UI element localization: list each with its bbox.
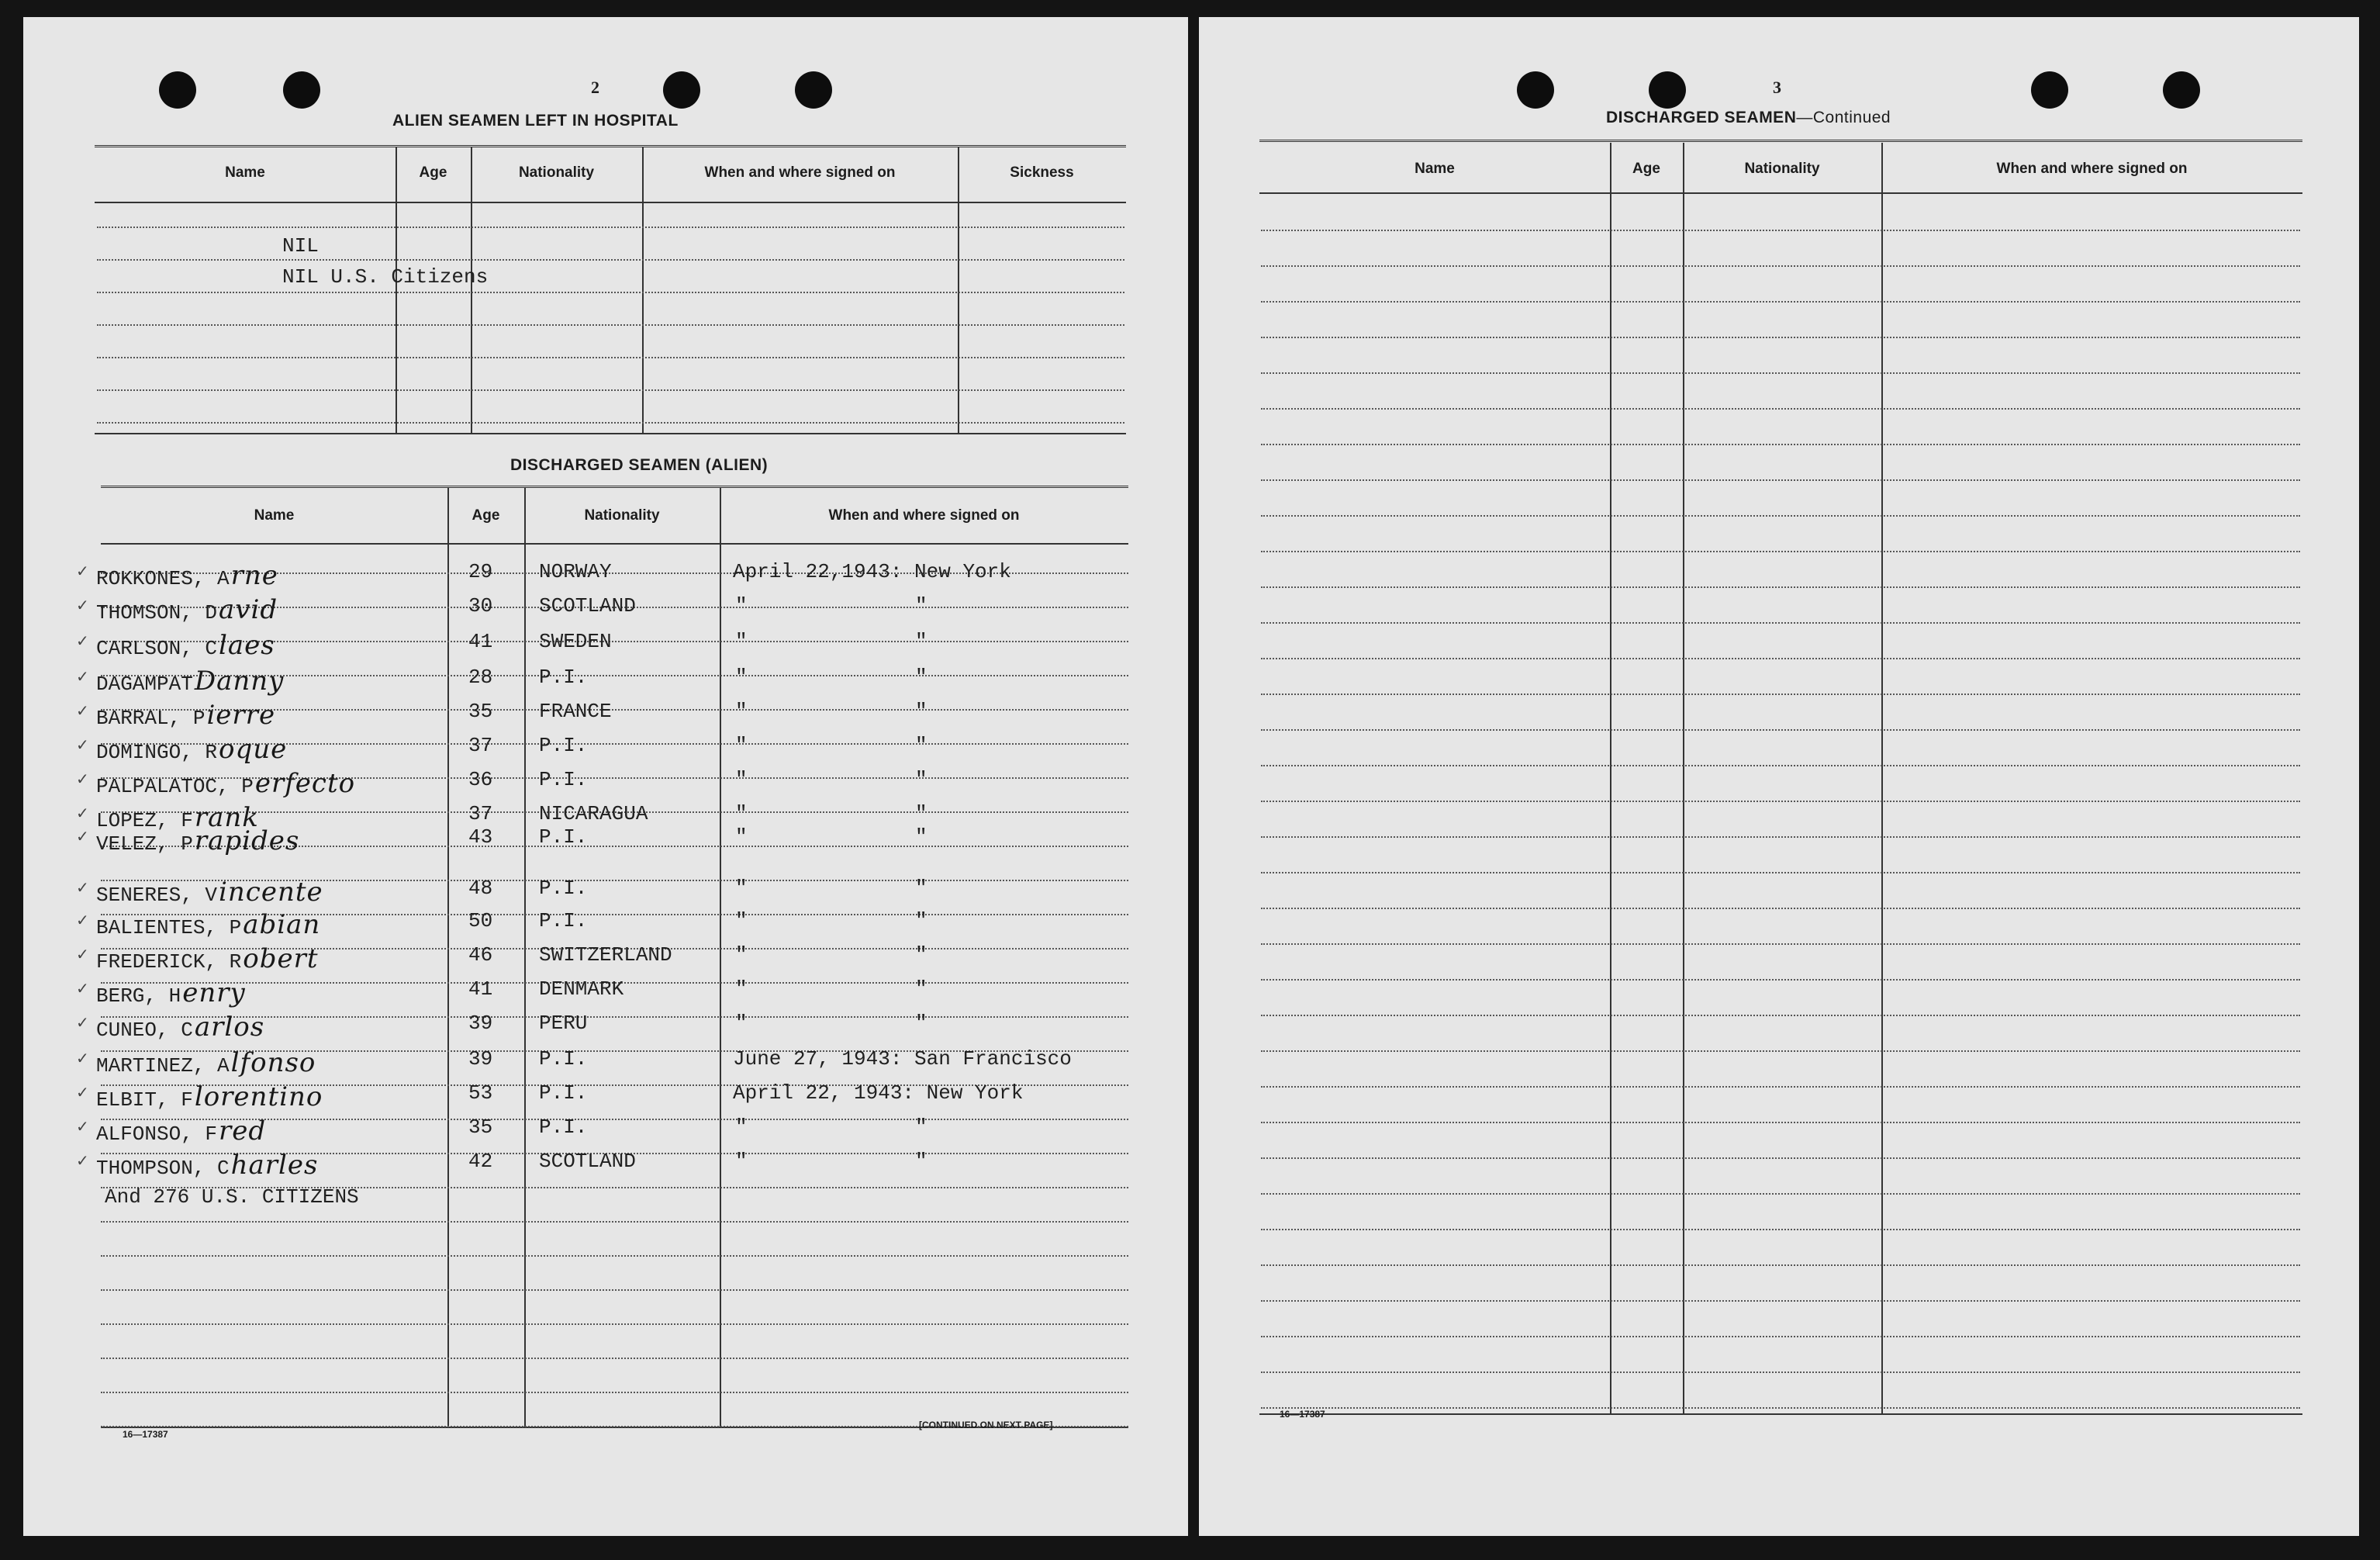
name-handwritten: enry xyxy=(182,977,246,1008)
name-typed: DAGAMPAT xyxy=(96,673,193,696)
check-mark: ✓ xyxy=(76,827,89,846)
punch-hole xyxy=(283,71,320,109)
ditto-mark: " xyxy=(915,700,927,723)
ditto-mark: " xyxy=(735,594,748,617)
page-number: 2 xyxy=(591,78,599,97)
ditto-mark: " xyxy=(735,825,748,849)
seaman-nationality: P.I. xyxy=(539,909,588,932)
name-handwritten: arlos xyxy=(194,1012,265,1043)
ruled-line xyxy=(1261,908,2300,909)
seaman-nationality: SWITZERLAND xyxy=(539,943,672,967)
name-handwritten: ierre xyxy=(206,700,276,731)
punch-hole xyxy=(2163,71,2200,109)
ruled-line xyxy=(1261,1264,2300,1266)
ruled-line xyxy=(101,1358,1128,1359)
col-header-name: Name xyxy=(225,164,265,181)
col-header-nationality: Nationality xyxy=(518,164,595,181)
name-typed: CUNEO, C xyxy=(96,1019,193,1042)
name-handwritten: incente xyxy=(219,877,323,908)
punch-hole xyxy=(795,71,832,109)
check-mark: ✓ xyxy=(76,1013,89,1032)
ruled-line xyxy=(1261,1371,2300,1373)
name-handwritten: lorentino xyxy=(194,1081,323,1112)
seaman-age: 29 xyxy=(468,560,493,583)
ruled-line xyxy=(101,1323,1128,1325)
ruled-line xyxy=(1261,1193,2300,1195)
seaman-name xyxy=(96,1081,323,1112)
name-typed: THOMSON, D xyxy=(96,601,218,624)
ruled-line xyxy=(1261,765,2300,766)
check-mark: ✓ xyxy=(76,701,89,720)
ditto-mark: " xyxy=(915,768,927,791)
ruled-line xyxy=(1261,586,2300,588)
ruled-line xyxy=(97,227,1124,228)
check-mark: ✓ xyxy=(76,1083,89,1102)
seaman-name xyxy=(96,700,275,731)
name-handwritten: oque xyxy=(219,734,288,765)
ruled-line xyxy=(1261,872,2300,873)
seaman-name xyxy=(96,560,278,591)
name-typed: DOMINGO, R xyxy=(96,741,218,764)
ruled-line xyxy=(1261,979,2300,981)
name-handwritten: erfecto xyxy=(254,768,356,799)
seaman-name xyxy=(96,666,284,697)
seaman-name xyxy=(96,909,320,940)
seaman-nationality: PERU xyxy=(539,1012,588,1035)
ditto-mark: " xyxy=(915,909,927,932)
ruled-line xyxy=(1261,301,2300,303)
ruled-line xyxy=(1261,694,2300,695)
discharged-section-title: DISCHARGED SEAMEN (ALIEN) xyxy=(510,456,769,474)
left-page xyxy=(23,17,1188,1536)
signed-on-date-place: April 22,1943: New York xyxy=(733,560,1011,583)
closing-line: And 276 U.S. CITIZENS xyxy=(105,1185,359,1209)
seaman-nationality: P.I. xyxy=(539,666,588,689)
col-header-age: Age xyxy=(1632,161,1660,177)
check-mark: ✓ xyxy=(76,631,89,650)
continued-section-title xyxy=(1606,109,1891,127)
punch-hole xyxy=(1649,71,1686,109)
col-header-nationality: Nationality xyxy=(1744,161,1820,177)
ditto-mark: " xyxy=(915,734,927,757)
ruled-line xyxy=(1261,836,2300,838)
ruled-line xyxy=(1261,801,2300,802)
ditto-mark: " xyxy=(915,1116,927,1139)
seaman-nationality: SWEDEN xyxy=(539,630,612,653)
ruled-line xyxy=(97,259,1124,261)
ruled-line xyxy=(1261,1015,2300,1016)
seaman-name xyxy=(96,1150,319,1181)
seaman-age: 53 xyxy=(468,1081,493,1105)
ruled-line xyxy=(101,1221,1128,1223)
seaman-nationality: NORWAY xyxy=(539,560,612,583)
check-mark: ✓ xyxy=(76,735,89,754)
continued-note: [CONTINUED ON NEXT PAGE] xyxy=(919,1420,1053,1430)
ditto-mark: " xyxy=(735,977,748,1001)
right-page xyxy=(1199,17,2359,1536)
ditto-mark: " xyxy=(915,594,927,617)
check-mark: ✓ xyxy=(76,804,89,822)
name-handwritten: lfonso xyxy=(230,1047,316,1078)
ruled-line xyxy=(1261,551,2300,552)
page-number: 3 xyxy=(1773,78,1781,97)
check-mark: ✓ xyxy=(76,1151,89,1170)
hospital-entry: NIL xyxy=(282,234,319,258)
ruled-line xyxy=(1261,1122,2300,1123)
seaman-age: 39 xyxy=(468,1012,493,1035)
check-mark: ✓ xyxy=(76,770,89,788)
ruled-line xyxy=(101,1289,1128,1291)
ditto-mark: " xyxy=(915,1012,927,1035)
check-mark: ✓ xyxy=(76,979,89,998)
seaman-name xyxy=(96,825,299,856)
name-typed: PALPALATOC, P xyxy=(96,775,254,798)
ditto-mark: " xyxy=(735,734,748,757)
ruled-line xyxy=(1261,230,2300,231)
seaman-age: 35 xyxy=(468,1116,493,1139)
name-typed: ALFONSO, F xyxy=(96,1122,218,1146)
ditto-mark: " xyxy=(735,768,748,791)
seaman-nationality: SCOTLAND xyxy=(539,1150,636,1173)
check-mark: ✓ xyxy=(76,562,89,580)
ditto-mark: " xyxy=(735,666,748,689)
ditto-mark: " xyxy=(915,1150,927,1173)
ruled-line xyxy=(1261,729,2300,731)
ruled-line xyxy=(1261,1300,2300,1302)
ditto-mark: " xyxy=(915,877,927,900)
seaman-nationality: P.I. xyxy=(539,1047,588,1071)
name-typed: SENERES, V xyxy=(96,884,218,907)
ditto-mark: " xyxy=(915,825,927,849)
ditto-mark: " xyxy=(735,1012,748,1035)
ditto-mark: " xyxy=(915,802,927,825)
ditto-mark: " xyxy=(735,877,748,900)
ditto-mark: " xyxy=(735,909,748,932)
seaman-age: 37 xyxy=(468,734,493,757)
check-mark: ✓ xyxy=(76,1049,89,1067)
name-typed: BERG, H xyxy=(96,984,181,1008)
seaman-age: 50 xyxy=(468,909,493,932)
name-handwritten: Danny xyxy=(194,666,285,697)
seaman-nationality: FRANCE xyxy=(539,700,612,723)
check-mark: ✓ xyxy=(76,911,89,929)
ditto-mark: " xyxy=(735,1116,748,1139)
punch-hole xyxy=(159,71,196,109)
check-mark: ✓ xyxy=(76,596,89,614)
form-number: 16—17387 xyxy=(123,1429,168,1440)
seaman-name xyxy=(96,594,278,625)
seaman-age: 41 xyxy=(468,630,493,653)
ruled-line xyxy=(1261,444,2300,445)
name-typed: ROKKONES, A xyxy=(96,567,230,590)
seaman-nationality: P.I. xyxy=(539,877,588,900)
seaman-name xyxy=(96,1116,266,1147)
check-mark: ✓ xyxy=(76,1117,89,1136)
ruled-line xyxy=(97,389,1124,391)
ruled-line xyxy=(1261,372,2300,374)
ruled-line xyxy=(1261,1336,2300,1337)
name-typed: MARTINEZ, A xyxy=(96,1054,230,1077)
seaman-age: 43 xyxy=(468,825,493,849)
col-header-name: Name xyxy=(1415,161,1455,177)
ruled-line xyxy=(1261,622,2300,624)
ruled-line xyxy=(1261,265,2300,267)
seaman-nationality: P.I. xyxy=(539,1116,588,1139)
ruled-line xyxy=(97,422,1124,424)
col-header-nationality: Nationality xyxy=(584,507,660,524)
name-typed: FREDERICK, R xyxy=(96,950,242,974)
name-typed: BALIENTES, P xyxy=(96,916,242,939)
hospital-entry: NIL U.S. Citizens xyxy=(282,265,489,289)
ruled-line xyxy=(101,1392,1128,1393)
ditto-mark: " xyxy=(735,1150,748,1173)
name-handwritten: avid xyxy=(219,594,278,625)
seaman-nationality: DENMARK xyxy=(539,977,624,1001)
seaman-age: 30 xyxy=(468,594,493,617)
check-mark: ✓ xyxy=(76,667,89,686)
col-header-signed-on: When and where signed on xyxy=(1996,161,2188,177)
ditto-mark: " xyxy=(915,630,927,653)
check-mark: ✓ xyxy=(76,945,89,963)
ruled-line xyxy=(1261,408,2300,410)
seaman-nationality: P.I. xyxy=(539,1081,588,1105)
seaman-nationality: NICARAGUA xyxy=(539,802,648,825)
ditto-mark: " xyxy=(915,977,927,1001)
seaman-age: 36 xyxy=(468,768,493,791)
seaman-age: 35 xyxy=(468,700,493,723)
name-handwritten: harles xyxy=(230,1150,319,1181)
hospital-section-title: ALIEN SEAMEN LEFT IN HOSPITAL xyxy=(392,112,679,130)
seaman-nationality: SCOTLAND xyxy=(539,594,636,617)
ruled-line xyxy=(1261,479,2300,481)
name-handwritten: rne xyxy=(230,560,278,591)
ruled-line xyxy=(97,357,1124,358)
name-typed: BARRAL, P xyxy=(96,707,206,730)
signed-on-date-place: June 27, 1943: San Francisco xyxy=(733,1047,1072,1071)
ruled-line xyxy=(1261,337,2300,338)
check-mark: ✓ xyxy=(76,878,89,897)
ditto-mark: " xyxy=(735,802,748,825)
seaman-name xyxy=(96,768,355,799)
ditto-mark: " xyxy=(735,630,748,653)
seaman-age: 41 xyxy=(468,977,493,1001)
name-typed: LOPEZ, F xyxy=(96,809,193,832)
ruled-line xyxy=(1261,1157,2300,1159)
punch-hole xyxy=(2031,71,2068,109)
col-header-signed-on: When and where signed on xyxy=(828,507,1020,524)
name-typed: ELBIT, F xyxy=(96,1088,193,1112)
seaman-age: 46 xyxy=(468,943,493,967)
title-suffix: —Continued xyxy=(1796,109,1891,126)
name-typed: CARLSON, C xyxy=(96,637,218,660)
name-handwritten: abian xyxy=(243,909,321,940)
punch-hole xyxy=(1517,71,1554,109)
ruled-line xyxy=(1261,1229,2300,1230)
seaman-name xyxy=(96,1047,316,1078)
ruled-line xyxy=(97,292,1124,293)
ruled-line xyxy=(101,1255,1128,1257)
col-header-name: Name xyxy=(254,507,295,524)
seaman-age: 28 xyxy=(468,666,493,689)
seaman-name xyxy=(96,734,287,765)
ruled-line xyxy=(97,324,1124,326)
seaman-age: 37 xyxy=(468,802,493,825)
ruled-line xyxy=(1261,943,2300,945)
col-header-signed-on: When and where signed on xyxy=(704,164,896,181)
seaman-age: 42 xyxy=(468,1150,493,1173)
seaman-nationality: P.I. xyxy=(539,768,588,791)
name-handwritten: obert xyxy=(243,943,319,974)
name-handwritten: rapides xyxy=(194,825,300,856)
seaman-name xyxy=(96,630,275,661)
col-header-sickness: Sickness xyxy=(1010,164,1074,181)
seaman-age: 48 xyxy=(468,877,493,900)
seaman-name xyxy=(96,943,319,974)
name-handwritten: laes xyxy=(219,630,275,661)
name-handwritten: rank xyxy=(194,802,259,833)
name-typed: VELEZ, P xyxy=(96,832,193,856)
punch-hole xyxy=(663,71,700,109)
ditto-mark: " xyxy=(735,700,748,723)
seaman-age: 39 xyxy=(468,1047,493,1071)
ditto-mark: " xyxy=(915,666,927,689)
signed-on-date-place: April 22, 1943: New York xyxy=(733,1081,1024,1105)
seaman-nationality: P.I. xyxy=(539,825,588,849)
form-number: 16—17387 xyxy=(1280,1409,1325,1420)
seaman-name xyxy=(96,877,323,908)
ruled-line xyxy=(1261,1050,2300,1052)
col-header-age: Age xyxy=(472,507,500,524)
title-main: DISCHARGED SEAMEN xyxy=(1606,109,1797,126)
seaman-nationality: P.I. xyxy=(539,734,588,757)
seaman-name xyxy=(96,1012,264,1043)
name-typed: THOMPSON, C xyxy=(96,1157,230,1180)
name-handwritten: red xyxy=(219,1116,267,1147)
ruled-line xyxy=(1261,1407,2300,1409)
ruled-line xyxy=(1261,658,2300,659)
ruled-line xyxy=(1261,515,2300,517)
ditto-mark: " xyxy=(735,943,748,967)
ditto-mark: " xyxy=(915,943,927,967)
seaman-name xyxy=(96,977,246,1008)
ruled-line xyxy=(1261,1086,2300,1088)
col-header-age: Age xyxy=(419,164,447,181)
